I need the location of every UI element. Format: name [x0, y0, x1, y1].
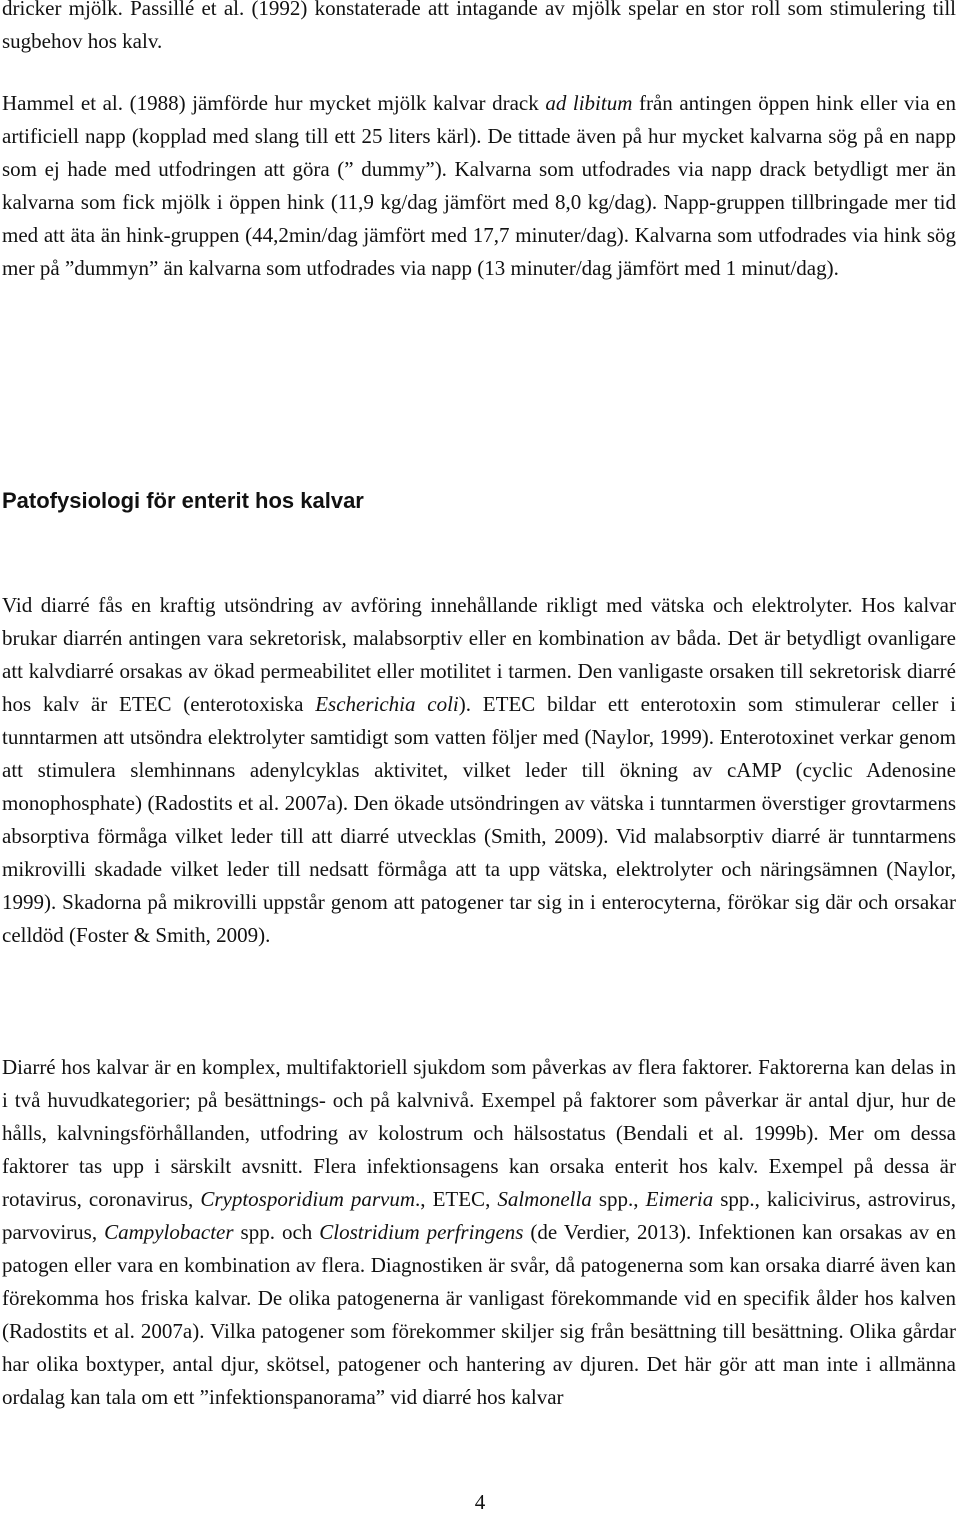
italic-term: Escherichia coli — [315, 692, 459, 716]
paragraph-text: från antingen öppen hink eller via en artificiell napp (kopplad med slang till ett 25 liters kärl). De tittade även på hur mycket kalvarna sög på en napp som ej hade med utfodringen att göra (” dummy”). Kalvarna som utfodrades via napp drack betydligt mer än kalvarna som fick mjölk i öppen hink (11,9 kg/dag jämfört med 8,0 kg/dag). Napp-gruppen tillbringade mer tid med att äta än hink-gruppen (44,2min/dag jämfört med 17,7 minuter/dag). Kalvarna som utfodrades via hink sög mer på ”dummyn” än kalvarna som utfodrades via napp (13 minuter/dag jämfört med 1 minut/dag). — [2, 91, 956, 280]
section-heading: Patofysiologi för enterit hos kalvar — [2, 488, 364, 513]
italic-term: Eimeria — [645, 1187, 714, 1211]
italic-term: Cryptosporidium parvum — [200, 1187, 416, 1211]
paragraph-text: ). ETEC bildar ett enterotoxin som stimulerar celler i tunntarmen att utsöndra elektrolyter samtidigt som vatten följer med (Naylor, 1999). Enterotoxinet verkar genom att stimulera slemhinnans adenylcyklas aktivitet, vilket leder till ökning av cAMP (cyclic Adenosine monophosphate) (Radostits et al. 2007a). Den ökade utsöndringen av vätska i tunntarmen överstiger grovtarmens absorptiva förmåga vilket leder till att diarré utvecklas (Smith, 2009). Vid malabsorptiv diarré är tunntarmens mikrovilli skadade vilket leder till nedsatt förmåga att ta upp vätska, elektrolyter och näringsämnen (Naylor, 1999). Skadorna på mikrovilli uppstår genom att patogener tar sig in i enterocyterna, förökar sig där och orsakar celldöd (Foster & Smith, 2009). — [2, 692, 956, 947]
paragraph-intro-fragment — [2, 0, 956, 58]
paragraph-text: Hammel et al. (1988) jämförde hur mycket mjölk kalvar drack — [2, 91, 546, 115]
italic-term: Salmonella — [497, 1187, 592, 1211]
paragraph-hammel-study — [2, 87, 956, 285]
italic-term: Clostridium perfringens — [319, 1220, 524, 1244]
paragraph-text: dricker mjölk. Passillé et al. (1992) konstaterade att intagande av mjölk spelar en stor roll som stimulering till sugbehov hos kalv. — [2, 0, 956, 53]
paragraph-text: Diarré hos kalvar är en komplex, multifaktoriell sjukdom som påverkas av flera faktorer. Faktorerna kan delas in i två huvudkategorier; på besättnings- och på kalvnivå. Exempel på faktorer som påverkar är antal djur, hur de hålls, kalvningsförhållanden, utfodring av kolostrum och hälsostatus (Bendali et al. 1999b). Mer om dessa faktorer tas upp i särskilt avsnitt. Flera infektionsagens kan orsaka enterit hos kalv. Exempel på dessa är rotavirus, coronavirus, — [2, 1055, 956, 1211]
paragraph-text: spp. och — [233, 1220, 320, 1244]
italic-term: ad libitum — [545, 91, 633, 115]
paragraph-text: ., ETEC, — [415, 1187, 498, 1211]
italic-term: Campylobacter — [104, 1220, 234, 1244]
paragraph-text: Vid diarré fås en kraftig utsöndring av avföring innehållande rikligt med vätska och elektrolyter. Hos kalvar brukar diarrén antingen vara sekretorisk, malabsorptiv eller en kombination av båda. Det är betydligt ovanligare att kalvdiarré orsakas av ökad permeabilitet eller motilitet i tarmen. Den vanligaste orsaken till sekretorisk diarré hos kalv är ETEC (enterotoxiska — [2, 593, 956, 716]
paragraph-text: spp., — [591, 1187, 646, 1211]
paragraph-pathophysiology — [2, 589, 956, 952]
paragraph-multifactorial — [2, 1051, 956, 1414]
paragraph-text: (de Verdier, 2013). Infektionen kan orsakas av en patogen eller vara en kombination av flera. Diagnostiken är svår, då patogenerna som kan orsaka diarré även kan förekomma hos friska kalvar. De olika patogenerna är vanligast förekommande vid en specifik ålder hos kalven (Radostits et al. 2007a). Vilka patogener som förekommer skiljer sig från besättning till besättning. Olika gårdar har olika boxtyper, antal djur, skötsel, patogener och hantering av djuren. Det här gör att man inte i allmänna ordalag kan tala om ett ”infektionspanorama” vid diarré hos kalvar — [2, 1220, 956, 1409]
paragraph-text: spp., kalicivirus, astrovirus, parvovirus, — [2, 1187, 956, 1244]
page-number: 4 — [474, 1490, 486, 1514]
